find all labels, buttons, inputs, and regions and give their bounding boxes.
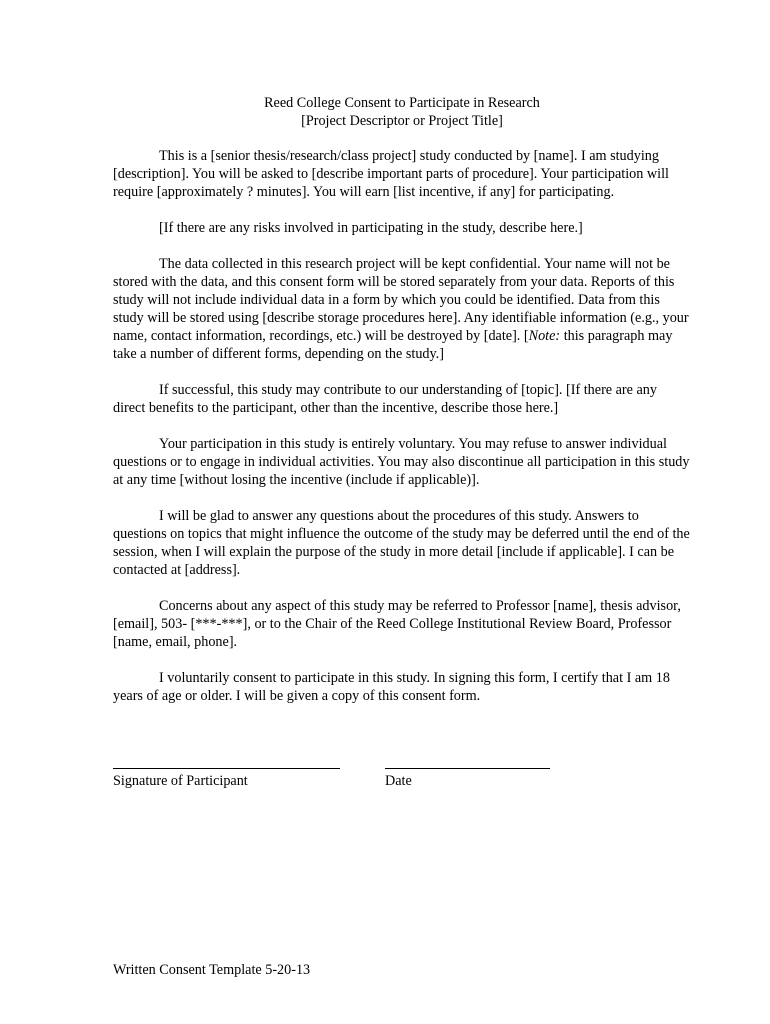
confidentiality-text: The data collected in this research project will be kept confidential. Your name will not be stored with the data, and this consent form will be stored separately from your data. Reports of this study will not include individual data in a form by which you could be identified. Data from this study will be stored using [describe storage procedures here]. Any identifiable information (e.g., your name, contact information, recordings, etc.) will be destroyed by [date]. [ [113, 256, 689, 344]
paragraph-benefits: If successful, this study may contribute to our understanding of [topic]. [If there are any direct benefits to the participant, other than the incentive, describe those here.] [113, 382, 657, 416]
participant-signature-line[interactable] [113, 768, 340, 769]
paragraph-concerns: Concerns about any aspect of this study may be referred to Professor [name], thesis advisor, [email], 503- [***-***], or to the Chair of the Reed College Institutional Review Board, Professor [name, email, phone]. [113, 598, 681, 650]
signature-block [113, 754, 713, 794]
participant-signature-label: Signature of Participant [113, 773, 248, 789]
document-header [0, 94, 770, 130]
paragraph-risks: [If there are any risks involved in participating in the study, describe here.] [159, 220, 583, 236]
date-signature-line[interactable] [385, 768, 550, 769]
paragraph-consent: I voluntarily consent to participate in this study. In signing this form, I certify that I am 18 years of age or older. I will be given a copy of this consent form. [113, 670, 670, 704]
document-body [113, 147, 691, 723]
paragraph-confidentiality [113, 255, 691, 363]
note-label: Note: [528, 328, 561, 344]
paragraph-study-description: This is a [senior thesis/research/class project] study conducted by [name]. I am studying [description]. You will be asked to [describe important parts of procedure]. Your participation will require [approximately ? minutes]. You will earn [list incentive, if any] for participating. [113, 148, 669, 200]
document-footer: Written Consent Template 5-20-13 [113, 962, 311, 978]
document-subtitle: [Project Descriptor or Project Title] [301, 113, 503, 129]
document-title: Reed College Consent to Participate in Research [264, 95, 540, 111]
date-label: Date [385, 773, 412, 789]
note-text: this paragraph may take a number of different forms, depending on the study.] [113, 328, 673, 362]
paragraph-questions: I will be glad to answer any questions about the procedures of this study. Answers to questions on topics that might influence the outcome of the study may be deferred until the end of the session, when I will explain the purpose of the study in more detail [include if applicable]. I can be contacted at [address]. [113, 508, 690, 578]
paragraph-voluntary: Your participation in this study is entirely voluntary. You may refuse to answer individual questions or to engage in individual activities. You may also discontinue all participation in this study at any time [without losing the incentive (include if applicable)]. [113, 436, 690, 488]
